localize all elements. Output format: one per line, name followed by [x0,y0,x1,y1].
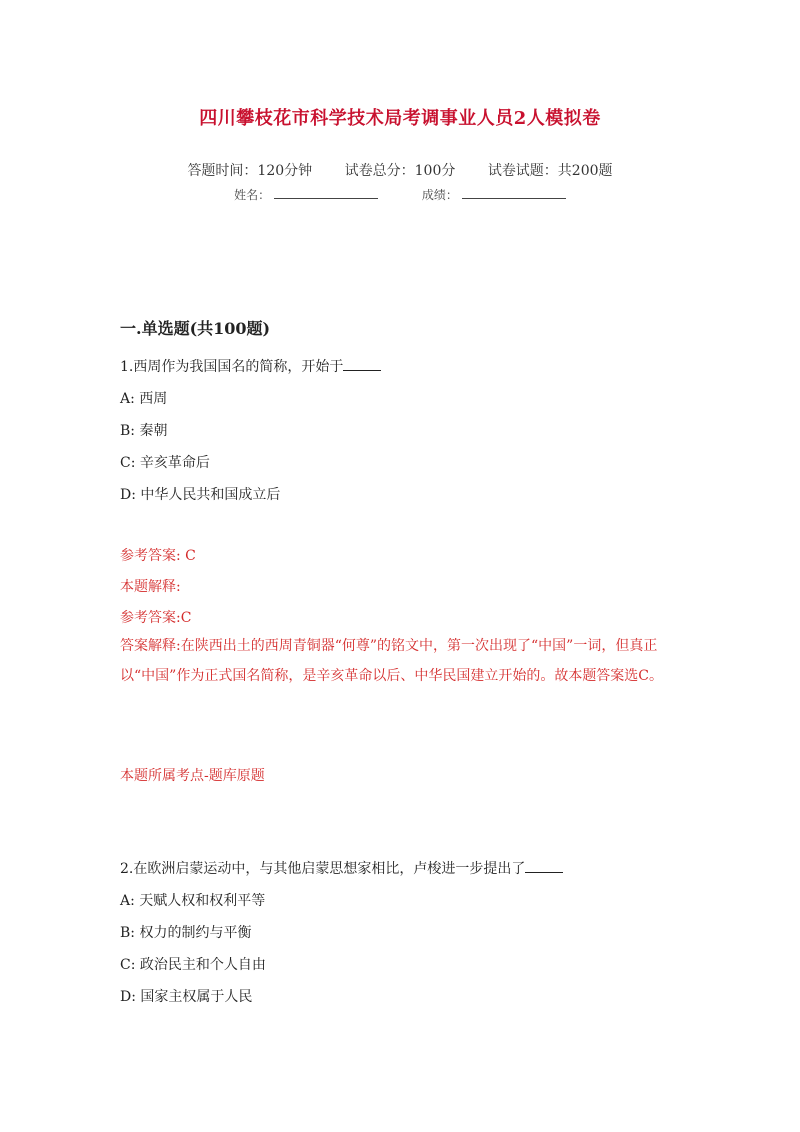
name-label: 姓名： [234,188,271,202]
answer-blank [525,860,563,873]
question-1-option-d: D: 中华人民共和国成立后 [120,487,281,503]
score-field [422,188,566,202]
question-1-topic: 本题所属考点-题库原题 [120,768,265,784]
candidate-info [0,186,800,203]
question-2-option-b: B: 权力的制约与平衡 [120,925,252,941]
exam-total-score: 试卷总分：100分 [344,163,456,179]
question-1-explain-label: 本题解释: [120,579,181,595]
score-label: 成绩： [421,188,458,202]
question-1-option-a: A: 西周 [120,391,168,407]
question-2-option-d: D: 国家主权属于人民 [120,989,253,1005]
question-1-stem [120,356,381,376]
question-1-reference-answer-2: 参考答案:C [120,610,192,626]
exam-time: 答题时间：120分钟 [187,163,313,179]
question-1-reference-answer: 参考答案: C [120,548,196,564]
question-1-option-b: B: 秦朝 [120,423,168,439]
exam-title: 四川攀枝花市科学技术局考调事业人员2人模拟卷 [199,108,601,129]
question-1-option-c: C: 辛亥革命后 [120,455,210,471]
name-field [234,188,378,202]
question-1-text: 1.西周作为我国国名的简称，开始于 [120,359,344,375]
answer-blank [343,358,381,371]
section-title: 一.单选题(共100题) [120,319,271,338]
exam-meta [0,160,800,180]
score-blank [462,187,566,199]
question-2-option-c: C: 政治民主和个人自由 [120,957,266,973]
question-1-explanation: 答案解释:在陕西出土的西周青铜器“何尊”的铭文中，第一次出现了“中国”一词，但真正以“中国”作为正式国名简称，是辛亥革命以后、中华民国建立开始的。故本题答案选C。 [120,638,664,684]
question-2-option-a: A: 天赋人权和权利平等 [120,893,266,909]
question-2-stem [120,858,563,878]
name-blank [274,187,378,199]
exam-total-questions: 试卷试题：共200题 [487,163,613,179]
question-2-text: 2.在欧洲启蒙运动中，与其他启蒙思想家相比，卢梭进一步提出了 [120,861,526,877]
